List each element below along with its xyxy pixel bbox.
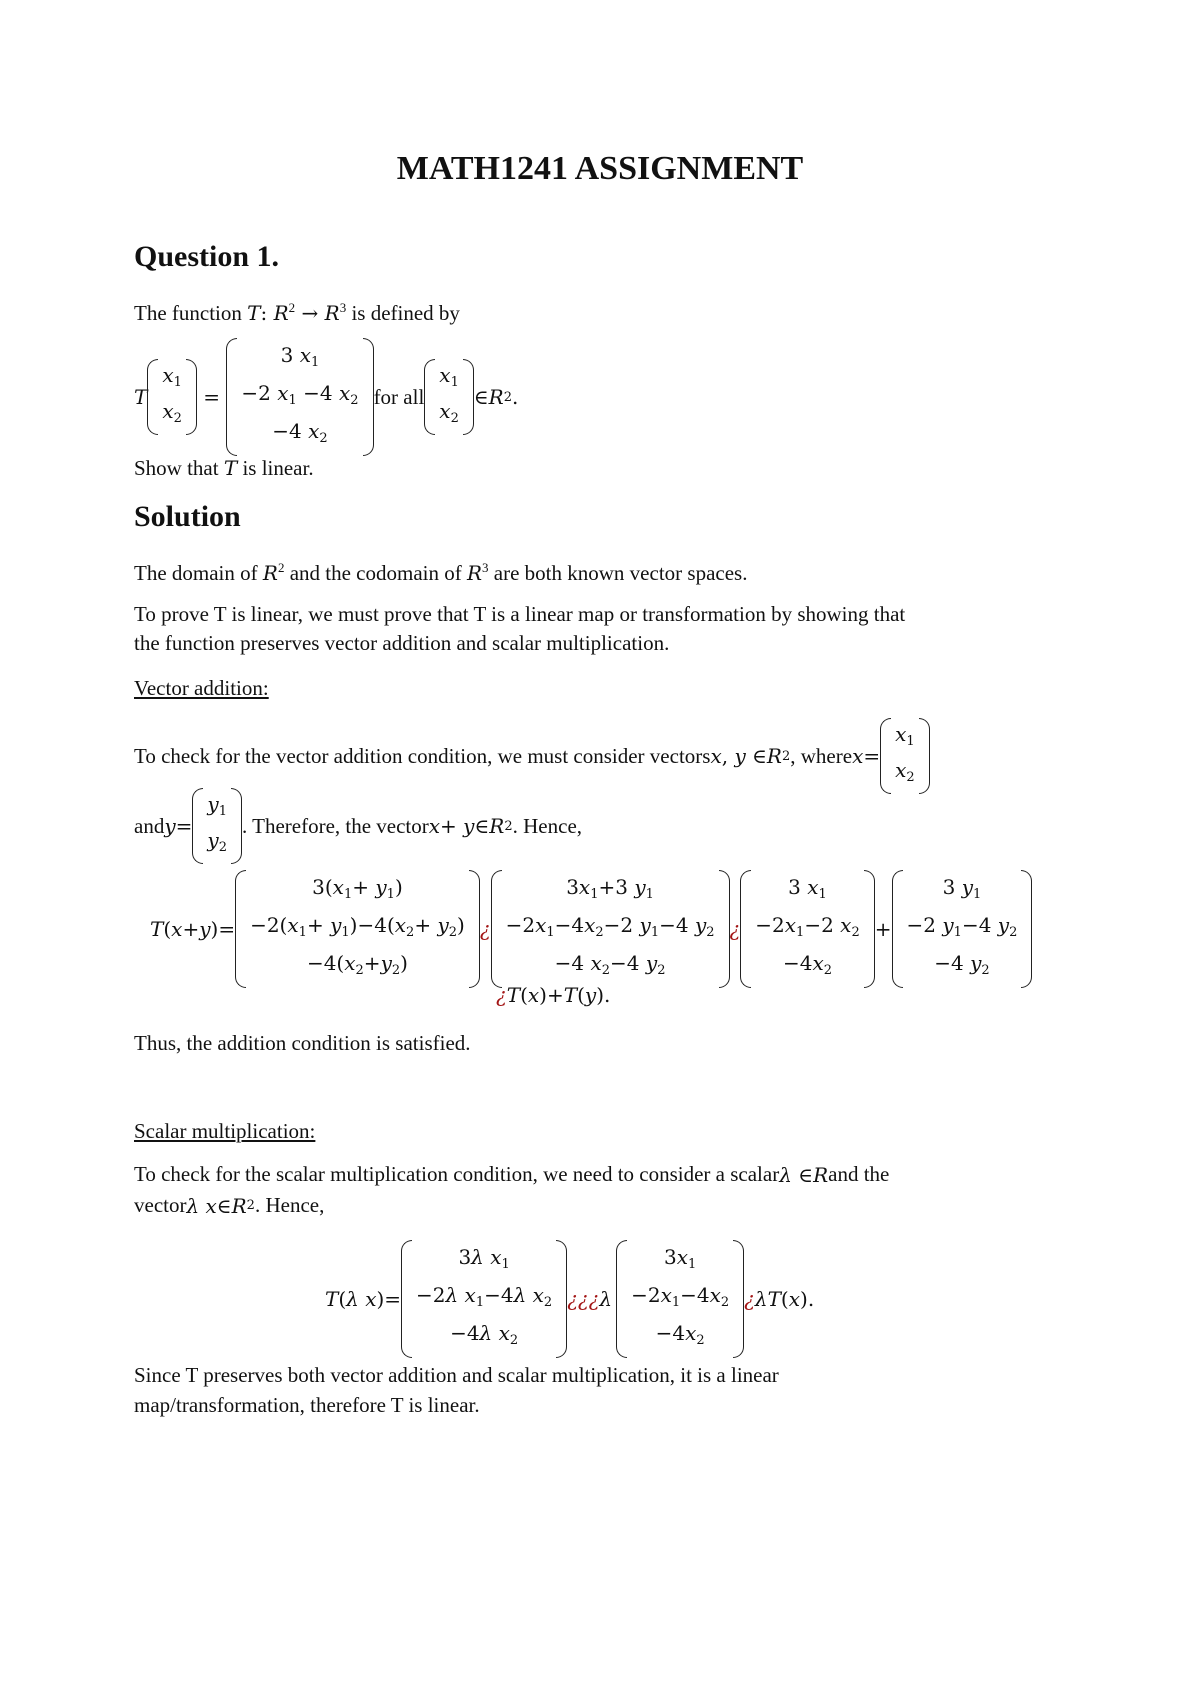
scalar-line2: vector λ x ∈ R 2 . Hence, bbox=[134, 1193, 325, 1218]
question-intro-prefix: The function bbox=[134, 301, 248, 325]
domain-paragraph: The domain of $R^2$ and the codomain of $R^3$ are both known vector spaces. bbox=[134, 560, 748, 585]
question-heading: Question 1. bbox=[134, 240, 280, 273]
glyph-2: ¿ bbox=[729, 917, 741, 941]
scalar-equation: T ( λ x )= 3λ $x_1$ −2λ $x_1-4\lambda$ $x_2$ −4λ $x_2$ ¿ ¿ ¿ λ $3x_1$ $-2x_1-4x_2$ $-4x_2$ ¿ λT ( x ). bbox=[325, 1240, 814, 1358]
vector-addition-line2: and y = $y_1$ $y_2$ . Therefore, the vector x + y ∈ R 2 . Hence, bbox=[134, 788, 582, 864]
proof-intro-line2: the function preserves vector addition and scalar multiplication. bbox=[134, 631, 670, 655]
addition-equation: T ( x + y )= $3(x_1+ y_1)$ $-2(x_1+ y_1)-4(x_2+ y_2)$ $-4(x_2+y_2)$ ¿ $3x_1+3$ $y_1$ $-2x_1-4x_2-2$ $y_1-4$ $y_2$ −4 $x_2-4$ $y_2$ ¿ 3 $x_1$ $-2x_1-2$ $x_2$ $-4x_2$ + 3 $y_1$ −2 $y_1-4$ $y_2$ −4 $y_2$ bbox=[150, 870, 1032, 988]
final-line1: Since T preserves both vector addition and scalar multiplication, it is a linear bbox=[134, 1363, 779, 1387]
for-all-text: for all bbox=[373, 384, 425, 409]
show-statement: Show that T is linear. bbox=[134, 456, 314, 480]
question-intro-suffix: is defined by bbox=[346, 301, 460, 325]
scalar-multiplication-heading: Scalar multiplication: bbox=[134, 1119, 316, 1143]
formula-mapping: T bbox=[247, 301, 261, 325]
addition-result: ¿ T ( x )+ T ( y ). bbox=[496, 983, 611, 1007]
addition-conclusion: Thus, the addition condition is satisfied. bbox=[134, 1031, 471, 1055]
final-line2: map/transformation, therefore T is linear. bbox=[134, 1393, 480, 1417]
proof-intro-line1: To prove T is linear, we must prove that T is a linear map or transformation by showing that bbox=[134, 602, 906, 626]
vector-addition-line1: To check for the vector addition condition, we must consider vectors x , y ∈ R 2 , where x = $x_1$ $x_2$ bbox=[134, 718, 930, 794]
solution-heading: Solution bbox=[134, 500, 241, 533]
scalar-line1: To check for the scalar multiplication condition, we need to consider a scalar λ ∈ R and the bbox=[134, 1162, 890, 1187]
question-intro: The function T: $R^2 \to R^3$ is defined by bbox=[134, 300, 460, 325]
glyph-1: ¿ bbox=[479, 917, 491, 941]
page-title: MATH1241 ASSIGNMENT bbox=[396, 150, 804, 187]
definition-formula: T $x_1$ $x_2$ = 3 $x_1$ −2 $x_1 -4$ $x_2$ −4 $x_2$ for all $x_1$ $x_2$ ∈ R 2 . bbox=[134, 338, 518, 456]
vector-addition-heading: Vector addition: bbox=[134, 676, 269, 700]
